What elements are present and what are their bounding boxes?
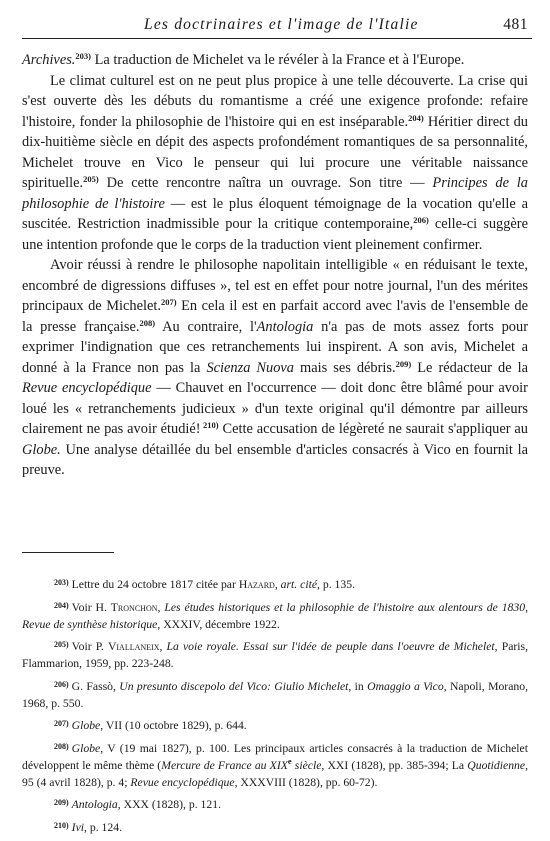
footnote-text: Un presunto discepolo del Vico: Giulio Michelet [119, 679, 349, 693]
footnote-ref: 204) [408, 112, 424, 123]
footnote-text: Les études historiques et la philosophie de l'histoire aux alentours de 1830, Revue de synthèse historique [22, 600, 528, 631]
footnote-number: 203) [54, 578, 69, 587]
footnote-number: 205) [54, 640, 69, 649]
footnote-text: , 95 (4 avril 1828), p. 4; [22, 758, 528, 789]
text-run: n'a pas de mots assez forts pour exprimer l'indignation que ces retranchements lui inspirent. A son avis, Michelet a donné à la France non pas la [22, 318, 528, 376]
footnote [22, 638, 528, 672]
footnote-text: e [287, 755, 292, 766]
footnote-text: , XXX (1828), p. 121. [117, 798, 222, 811]
footnote-text: , [157, 600, 165, 614]
journal-title: Globe. [22, 441, 61, 458]
footnote [22, 576, 528, 593]
paragraph [22, 71, 528, 256]
footnote-text: , p. 135. [317, 578, 355, 591]
book-title: Principes de la philosophie de l'histoire [22, 175, 528, 212]
text-run: En cela il est en parfait accord avec l'avis de l'ensemble de la presse française. [22, 298, 528, 335]
footnote-text: G. Fassò, [71, 679, 120, 693]
text-run: — est le plus éloquent témoignage de la vocation qu'elle a suscitée. Restriction inadmissible pour la critique contemporaine, [22, 195, 528, 232]
footnote-text: , XXXVIII (1828), pp. 60-72). [234, 775, 378, 789]
footnote-text: Lettre du 24 octobre 1817 citée par [71, 578, 239, 591]
footnote-text: , [159, 640, 167, 653]
footnote-number: 210) [54, 820, 69, 830]
footnote [22, 678, 528, 712]
text-run: Avoir réussi à rendre le philosophe napolitain intelligible « en réduisant le texte, encombré de digressions diffuses », tel est en effet pour notre journal, l'un des mérites principaux de Michelet. [22, 257, 528, 314]
footnote-number: 204) [54, 600, 69, 610]
footnote-text: Mercure de France au XIX [161, 758, 288, 772]
footnote-ref: 210) [200, 420, 219, 430]
book-title: Scienza Nuova [206, 359, 294, 376]
text-run: Héritier direct du dix-huitième siècle en dépit des aspects profondément romantiques de sa personnalité, Michelet trouve en Vico le penseur qui lui procure une véritable naissance spirituelle. [22, 113, 528, 191]
text-run: Le rédacteur de la [411, 359, 528, 376]
footnote-ref: 206) [413, 215, 429, 225]
journal-title: Antologia [256, 318, 314, 335]
footnote-text: Viallaneix [107, 640, 160, 653]
text-run: De cette rencontre naîtra un ouvrage. Son titre — [98, 175, 433, 191]
footnote-ref: 209) [395, 358, 412, 369]
footnote-text: , [274, 578, 281, 591]
text-run: Cette accusation de légèreté ne saurait s'appliquer au [218, 421, 528, 437]
text-run: La traduction de Michelet va le révéler à la France et à l'Europe. [91, 52, 465, 68]
footnote [22, 740, 528, 791]
footnote [22, 599, 528, 633]
footnote-text: , XXI (1828), pp. 385-394; La [321, 758, 468, 772]
footnote-text: Globe [71, 741, 101, 755]
text-run: mais ses débris. [294, 359, 396, 376]
footnote-text: , VII (10 octobre 1829), p. 644. [100, 719, 247, 732]
footnote [22, 796, 528, 813]
footnote-number: 209) [54, 798, 69, 807]
footnote-text: Revue encyclopédique [130, 775, 235, 789]
footnote-text: Hazard [238, 578, 275, 591]
running-header [22, 14, 532, 39]
footnote-text: Tronchon [110, 600, 158, 614]
footnote-number: 208) [54, 741, 69, 751]
journal-title: Revue encyclopédique [22, 380, 152, 396]
footnote-ref: 207) [160, 297, 177, 307]
footnote-text: Ivi [71, 820, 84, 834]
footnote-text: Quotidienne [467, 758, 526, 772]
footnote-text: , Napoli, Morano, 1968, p. 550. [22, 679, 528, 710]
footnote-text: Omaggio a Vico [367, 679, 444, 693]
text-run: Le climat culturel est on ne peut plus propice à une telle découverte. La crise qui s'est ouverte dès les débuts du romantisme a créé une exigence profonde: refaire l'histoire, fonder la philosophie de l'histoire qui en est inséparable. [22, 72, 528, 130]
text-run: celle-ci suggère une intention profonde que le corps de la traduction vient pleinement confirmer. [22, 216, 528, 253]
text-run: Au contraire, l' [155, 318, 257, 335]
footnote-text: siècle [291, 758, 322, 772]
footnotes [22, 576, 528, 841]
footnote-text: , V (19 mai 1827), p. 100. Les principaux articles consacrés à la traduction de Michelet développent le même thème ( [22, 741, 528, 772]
footnote-ref: 205) [83, 174, 99, 184]
footnote-text: art. cité [280, 578, 318, 591]
footnote [22, 819, 528, 836]
footnote-text: , in [348, 679, 368, 693]
footnote-text: , XXXIV, décembre 1922. [157, 617, 280, 631]
footnote-text: Voir P. [71, 640, 108, 653]
footnote-text: Antologia [71, 798, 118, 811]
text-run: Une analyse détaillée du bel ensemble d'articles consacrés à Vico en fournit la preuve. [22, 441, 528, 478]
footnote-ref: 208) [139, 317, 156, 328]
running-title: Les doctrinaires et l'image de l'Italie [144, 16, 419, 33]
footnote-text: Globe [71, 719, 101, 732]
paragraph [22, 50, 528, 71]
main-text [22, 50, 528, 481]
footnote-number: 207) [54, 719, 69, 728]
footnote-text: Voir H. [71, 600, 111, 614]
page-number: 481 [503, 16, 528, 33]
journal-title: Archives. [22, 52, 76, 68]
footnote-ref: 203) [75, 51, 92, 61]
paragraph [22, 255, 528, 481]
footnote [22, 717, 528, 734]
text-run: — Chauvet en l'occurrence — doit donc être blâmé pour avoir loué les « retranchements judicieux » d'un texte original qu'il démontre par ailleurs clairement ne pas avoir étudié! [22, 380, 528, 437]
footnote-separator [22, 552, 114, 553]
footnote-number: 206) [54, 679, 69, 689]
footnote-text: , Paris, Flammarion, 1959, pp. 223-248. [22, 640, 529, 670]
footnote-text: , p. 124. [84, 820, 122, 834]
footnote-text: La voie royale. Essai sur l'idée de peuple dans l'oeuvre de Michelet [166, 640, 495, 653]
